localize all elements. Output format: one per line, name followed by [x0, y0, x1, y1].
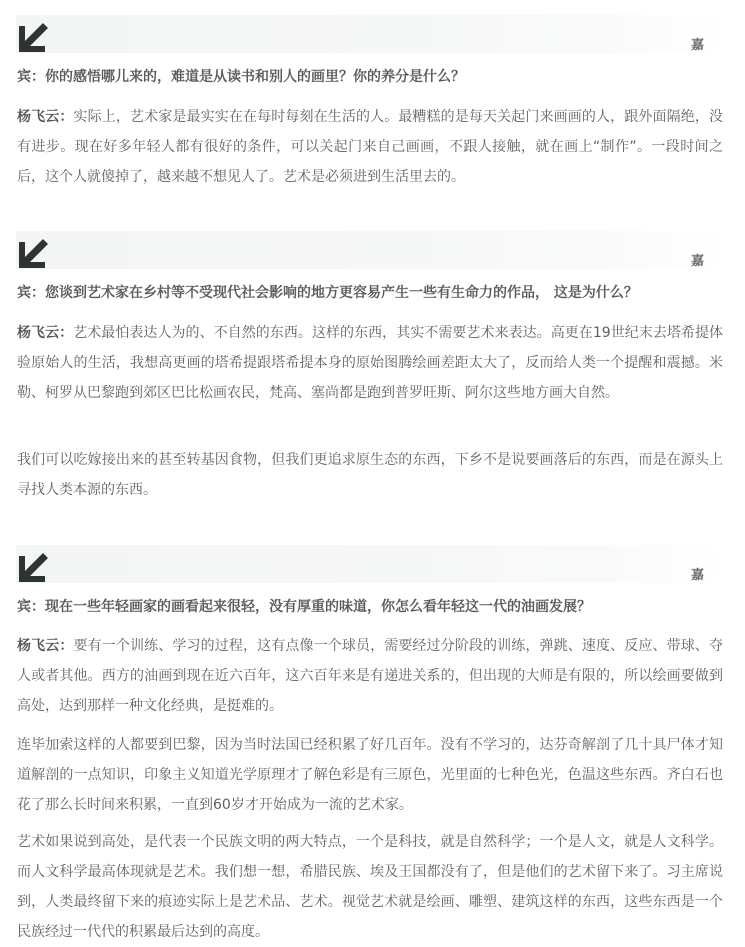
answer-paragraph	[17, 827, 723, 947]
paragraph-text: 我们可以吃嫁接出来的甚至转基因食物，但我们更追求原生态的东西，下乡不是说要画落后的东西，而是在源头上寻找人类本源的东西。	[17, 452, 723, 498]
speaker-name: 杨飞云：	[17, 638, 74, 654]
header-side-label: 嘉	[690, 568, 704, 583]
header-side-label: 嘉	[690, 254, 704, 269]
answer-paragraph	[17, 730, 723, 820]
answer-paragraph	[17, 631, 723, 721]
down-left-arrow-icon	[17, 550, 51, 584]
question-text: 宾：现在一些年轻画家的画看起来很轻，没有厚重的味道，你怎么看年轻这一代的油画发展？	[17, 599, 591, 615]
question-text: 宾：你的感悟哪儿来的，难道是从读书和别人的画里？你的养分是什么？	[17, 69, 465, 85]
header-side-label: 嘉	[690, 38, 704, 53]
answer-paragraph	[17, 318, 723, 408]
speaker-name: 杨飞云：	[17, 109, 74, 125]
paragraph-text: 艺术最怕表达人为的、不自然的东西。这样的东西，其实不需要艺术来表达。高更在19世纪末去塔希提体验原始人的生活，我想高更画的塔希提跟塔希提本身的原始图腾绘画差距太大了，反而给人类一个提醒和震撼。米勒、柯罗从巴黎跑到郊区巴比松画农民，梵高、塞尚都是跑到普罗旺斯、阿尔这些地方画大自然。	[17, 325, 724, 401]
question-text: 宾：您谈到艺术家在乡村等不受现代社会影响的地方更容易产生一些有生命力的作品， 这是为什么？	[17, 285, 638, 301]
question-header-band	[16, 15, 724, 53]
answer-paragraph	[17, 102, 723, 192]
question-header-band	[16, 545, 724, 583]
paragraph-text: 实际上，艺术家是最实实在在每时每刻在生活的人。最糟糕的是每天关起门来画画的人，跟外面隔绝，没有进步。现在好多年轻人都有很好的条件，可以关起门来自己画画，不跟人接触，就在画上“制作”。一段时间之后，这个人就傻掉了，越来越不想见人了。艺术是必须进到生活里去的。	[17, 109, 724, 185]
paragraph-text: 要有一个训练、学习的过程，这有点像一个球员，需要经过分阶段的训练，弹跳、速度、反应、带球、夺人或者其他。西方的油画到现在近六百年，这六百年来是有递进关系的，但出现的大师是有限的，所以绘画要做到高处，达到那样一种文化经典，是挺难的。	[17, 638, 724, 714]
paragraph-text: 艺术如果说到高处，是代表一个民族文明的两大特点，一个是科技，就是自然科学；一个是人文，就是人文科学。而人文科学最高体现就是艺术。我们想一想，希腊民族、埃及王国都没有了，但是他们的艺术留下来了。习主席说到，人类最终留下来的痕迹实际上是艺术品、艺术。视觉艺术就是绘画、雕塑、建筑这样的东西，这些东西是一个民族经过一代代的积累最后达到的高度。	[17, 834, 723, 940]
speaker-name: 杨飞云：	[17, 325, 74, 341]
paragraph-text: 连毕加索这样的人都要到巴黎，因为当时法国已经积累了好几百年。没有不学习的，达芬奇解剖了几十具尸体才知道解剖的一点知识，印象主义知道光学原理才了解色彩是有三原色，光里面的七种色光，色温这些东西。齐白石也花了那么长时间来积累，一直到60岁才开始成为一流的艺术家。	[17, 737, 723, 813]
answer-paragraph	[17, 445, 723, 505]
down-left-arrow-icon	[17, 236, 51, 270]
question-header-band	[16, 231, 724, 269]
down-left-arrow-icon	[17, 20, 51, 54]
